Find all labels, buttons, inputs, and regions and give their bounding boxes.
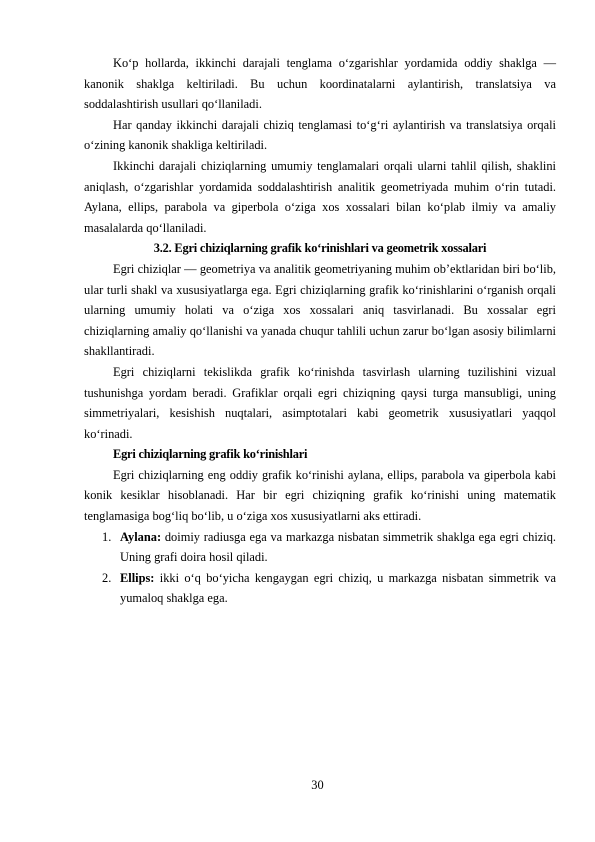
paragraph-1: Ko‘p hollarda, ikkinchi darajali tenglama o‘zgarishlar yordamida oddiy shaklga — kanonik shaklga keltiriladi. Bu uchun koordinatalarni aylantirish, translatsiya va soddalashtirish usullari qo‘llaniladi. bbox=[84, 56, 556, 112]
paragraph-3: Ikkinchi darajali chiziqlarning umumiy tenglamalari orqali ularni tahlil qilish, shaklini aniqlash, o‘zgarishlar yordamida soddalashtirish analitik geometriyada muhim o‘rin tutadi. Aylana, ellips, parabola va giperbola o‘ziga xos xossalari bilan ko‘plab ilmiy va amaliy masalalarda qo‘llaniladi. bbox=[84, 158, 556, 235]
list-text: ikki o‘q bo‘yicha kengaygan egri chiziq, u markazga nisbatan simmetrik va yumaloq shaklga ega. bbox=[120, 570, 556, 606]
curve-list bbox=[84, 527, 556, 609]
page-content bbox=[84, 53, 556, 609]
sub-heading: Egri chiziqlarning grafik ko‘rinishlari bbox=[113, 447, 308, 462]
list-item-ellips bbox=[84, 568, 556, 609]
list-item-aylana bbox=[84, 527, 556, 568]
page-number: 30 bbox=[311, 778, 324, 792]
paragraph-5: Egri chiziqlarni tekislikda grafik ko‘rinishda tasvirlash ularning tuzilishini vizual tushunishga yordam beradi. Grafiklar orqali egri chiziqning qaysi turga mansubligi, uning simmetriyalari, kesishish nuqtalari, asimptotalari kabi geometrik xususiyatlari yaqqol ko‘rinadi. bbox=[84, 364, 556, 441]
section-heading: 3.2. Egri chiziqlarning grafik ko‘rinishlari va geometrik xossalari bbox=[153, 241, 487, 256]
list-number: 1. bbox=[102, 529, 112, 544]
list-term: Ellips: bbox=[120, 570, 155, 585]
paragraph-2: Har qanday ikkinchi darajali chiziq tenglamasi to‘g‘ri aylantirish va translatsiya orqali o‘zining kanonik shakliga keltiriladi. bbox=[84, 117, 556, 153]
paragraph-4: Egri chiziqlar — geometriya va analitik geometriyaning muhim ob’ektlaridan biri bo‘lib, ular turli shakl va xususiyatlarga ega. Egri chiziqlarning grafik ko‘rinishlarini o‘rganish orqali ularning umumiy holati va o‘ziga xos xossalari aniq tasvirlanadi. Bu xossalar egri chiziqlarning amaliy qo‘llanishi va yanada chuqur tahlili uchun zarur bo‘lgan asosiy bilimlarni shakllantiradi. bbox=[84, 261, 556, 359]
paragraph-6: Egri chiziqlarning eng oddiy grafik ko‘rinishi aylana, ellips, parabola va giperbola kabi konik kesiklar hisoblanadi. Har bir egri chiziqning grafik ko‘rinishi uning matematik tenglamasiga bog‘liq bo‘lib, u o‘ziga xos xususiyatlarni aks ettiradi. bbox=[84, 467, 556, 524]
list-text: doimiy radiusga ega va markazga nisbatan simmetrik shaklga ega egri chiziq. Uning grafi doira hosil qiladi. bbox=[120, 529, 556, 565]
list-term: Aylana: bbox=[120, 529, 162, 544]
list-number: 2. bbox=[102, 570, 112, 585]
